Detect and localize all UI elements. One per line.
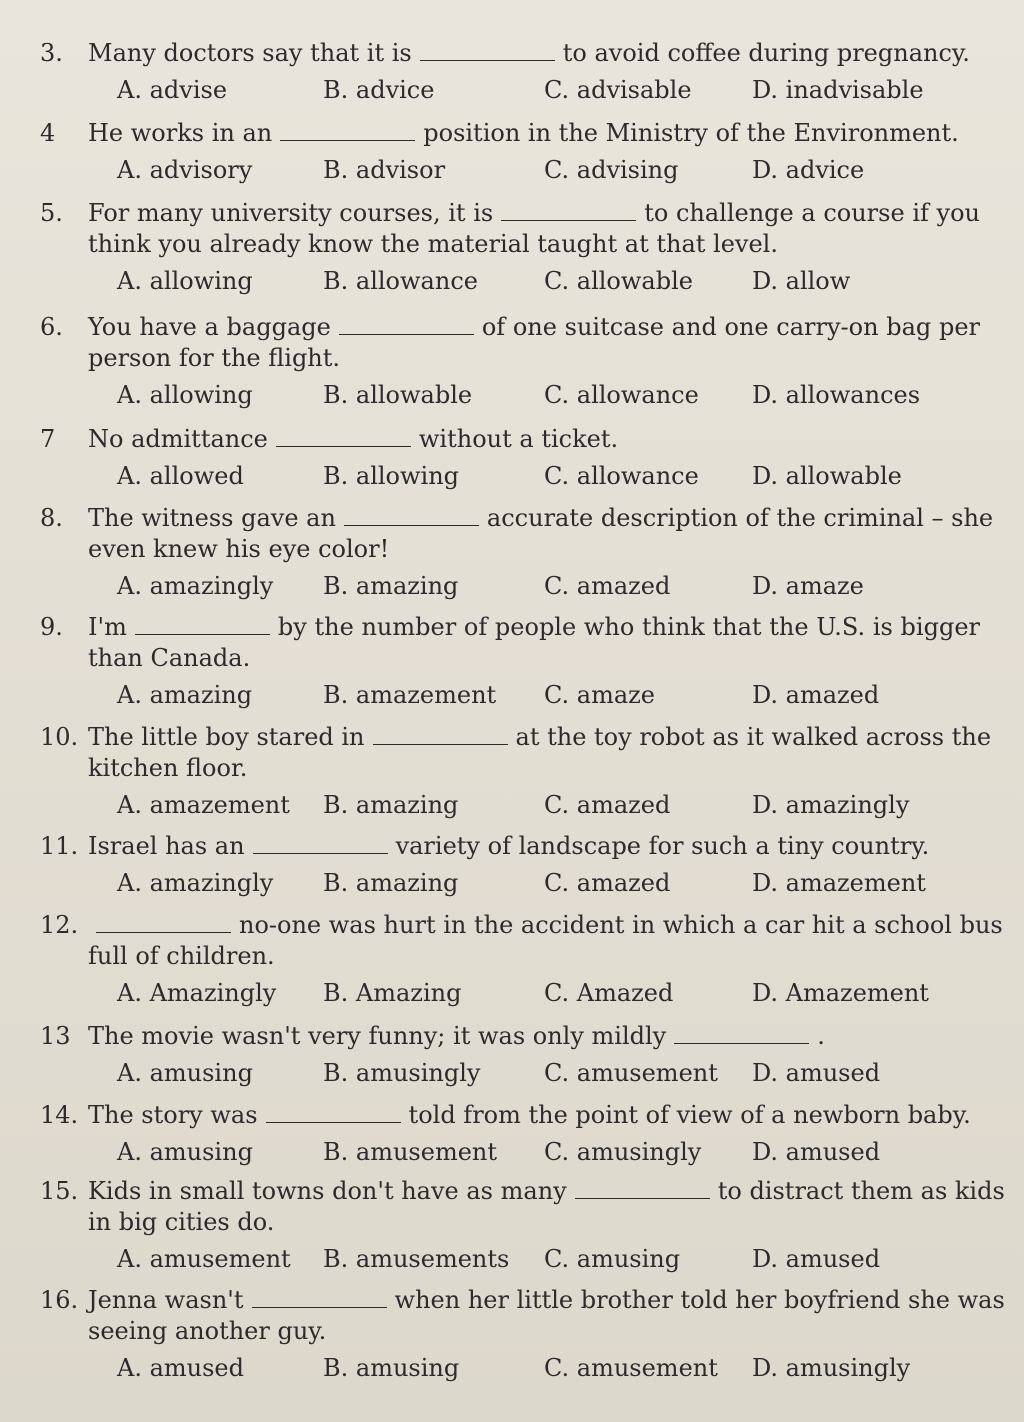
option-b[interactable]: B. advice [323,76,435,104]
question-14 [40,1100,980,1177]
option-b[interactable]: B. allowable [323,381,473,409]
stem-before-blank: He works in an [88,119,273,147]
answer-blank[interactable] [339,312,474,335]
question-number: 16. [40,1286,79,1314]
question-number: 15. [40,1177,79,1205]
option-c[interactable]: C. allowance [544,462,699,490]
option-b[interactable]: B. amazing [323,791,459,819]
option-c[interactable]: C. advisable [544,76,692,104]
answer-options [40,680,980,720]
option-b[interactable]: B. amusing [323,1354,460,1382]
option-d[interactable]: D. amaze [752,572,864,600]
stem-before-blank: I'm [88,613,127,641]
stem-continuation: kitchen floor. [88,754,248,782]
option-d[interactable]: D. amused [752,1138,881,1166]
option-d[interactable]: D. allowances [752,381,921,409]
option-a[interactable]: A. amusement [117,1245,291,1273]
question-13 [40,1021,980,1098]
question-16 [40,1285,1005,1393]
stem-after-blank: when her little brother told her boyfriend she was [394,1286,1005,1314]
option-a[interactable]: A. advise [117,76,228,104]
question-number: 5. [40,199,63,227]
question-6 [40,312,980,420]
option-b[interactable]: B. amazing [323,572,459,600]
question-number: 6. [40,313,63,341]
stem-continuation: person for the flight. [88,344,341,372]
question-3 [40,38,980,115]
option-a[interactable]: A. allowed [117,462,244,490]
stem-continuation: in big cities do. [88,1208,275,1236]
question-number: 14. [40,1101,79,1129]
answer-options [40,571,980,611]
option-a[interactable]: A. amusing [117,1138,253,1166]
option-d[interactable]: D. allowable [752,462,902,490]
answer-options [40,868,980,908]
option-a[interactable]: A. amazingly [117,869,274,897]
option-a[interactable]: A. advisory [117,156,253,184]
stem-before-blank: You have a baggage [88,313,331,341]
stem-before-blank: The story was [88,1101,258,1129]
question-stem [40,198,980,229]
question-number: 3. [40,39,63,67]
stem-continuation: think you already know the material taught at that level. [88,230,778,258]
option-b[interactable]: B. amazement [323,681,497,709]
answer-options [40,978,980,1018]
option-c[interactable]: C. allowance [544,381,699,409]
option-d[interactable]: D. amazed [752,681,880,709]
stem-before-blank: The little boy stared in [88,723,365,751]
option-b[interactable]: B. allowance [323,267,478,295]
question-number: 10. [40,723,79,751]
answer-blank[interactable] [252,1285,387,1308]
question-stem [40,424,980,455]
stem-before-blank: Kids in small towns don't have as many [88,1177,567,1205]
question-stem [40,1021,980,1052]
option-d[interactable]: D. advice [752,156,865,184]
stem-before-blank: Many doctors say that it is [88,39,412,67]
option-b[interactable]: B. allowing [323,462,460,490]
answer-blank[interactable] [266,1100,401,1123]
option-c[interactable]: C. amazed [544,791,671,819]
option-c[interactable]: C. amazed [544,869,671,897]
answer-options [40,266,980,306]
stem-before-blank: Jenna wasn't [88,1286,244,1314]
question-stem [40,612,980,643]
answer-blank[interactable] [96,910,231,933]
option-a[interactable]: A. amazingly [117,572,274,600]
question-stem [40,38,980,69]
question-15 [40,1176,1005,1284]
option-d[interactable]: D. amused [752,1059,881,1087]
answer-blank[interactable] [575,1176,710,1199]
option-c[interactable]: C. allowable [544,267,693,295]
stem-after-blank: to avoid coffee during pregnancy. [562,39,970,67]
question-number: 9. [40,613,63,641]
stem-before-blank: No admittance [88,425,268,453]
option-b[interactable]: B. amusements [323,1245,510,1273]
option-a[interactable]: A. amazement [117,791,290,819]
question-8 [40,503,994,611]
stem-after-blank: without a ticket. [418,425,619,453]
stem-before-blank: The movie wasn't very funny; it was only mildly [88,1022,667,1050]
option-d[interactable]: D. amusingly [752,1354,911,1382]
option-a[interactable]: A. amazing [117,681,253,709]
answer-options [40,155,980,195]
stem-after-blank: no-one was hurt in the accident in which a car hit a school bus [239,911,1003,939]
stem-after-blank: position in the Ministry of the Environment. [423,119,959,147]
question-stem [40,910,1003,941]
question-number: 4 [40,119,56,147]
stem-after-blank: told from the point of view of a newborn baby. [408,1101,971,1129]
question-10 [40,722,992,830]
option-c[interactable]: C. amaze [544,681,655,709]
question-12 [40,910,1003,1018]
option-b[interactable]: B. amazing [323,869,459,897]
stem-after-blank: to challenge a course if you [644,199,980,227]
question-number: 13 [40,1022,71,1050]
stem-continuation: seeing another guy. [88,1317,327,1345]
answer-blank[interactable] [135,612,270,635]
question-number: 12. [40,911,79,939]
answer-blank[interactable] [280,118,415,141]
option-d[interactable]: D. amazement [752,869,926,897]
stem-continuation: full of children. [88,942,275,970]
question-7 [40,424,980,501]
question-stem [40,312,980,343]
answer-options [40,1353,980,1393]
answer-options [40,461,980,501]
option-d[interactable]: D. amused [752,1245,881,1273]
option-a[interactable]: A. Amazingly [117,979,277,1007]
stem-before-blank: For many university courses, it is [88,199,494,227]
stem-continuation: even knew his eye color! [88,535,390,563]
option-b[interactable]: B. amusement [323,1138,497,1166]
question-stem [40,1100,980,1131]
option-c[interactable]: C. amusement [544,1354,718,1382]
answer-blank[interactable] [501,198,636,221]
option-a[interactable]: A. amused [117,1354,244,1382]
question-stem [40,503,994,534]
question-stem [40,1176,1005,1207]
option-c[interactable]: C. Amazed [544,979,674,1007]
question-4 [40,118,980,195]
answer-blank[interactable] [373,722,508,745]
option-c[interactable]: C. advising [544,156,679,184]
stem-before-blank: The witness gave an [88,504,336,532]
question-stem [40,1285,1005,1316]
stem-after-blank: . [817,1022,825,1050]
option-a[interactable]: A. allowing [117,267,253,295]
stem-after-blank: accurate description of the criminal – she [486,504,994,532]
option-d[interactable]: D. amazingly [752,791,910,819]
option-b[interactable]: B. advisor [323,156,446,184]
option-c[interactable]: C. amusingly [544,1138,702,1166]
answer-options [40,380,980,420]
question-5 [40,198,980,306]
stem-after-blank: of one suitcase and one carry-on bag per [481,313,980,341]
option-b[interactable]: B. Amazing [323,979,462,1007]
answer-blank[interactable] [253,831,388,854]
answer-options [40,1058,980,1098]
question-stem [40,831,980,862]
question-number: 7 [40,425,56,453]
stem-continuation: than Canada. [88,644,251,672]
question-9 [40,612,980,720]
answer-blank[interactable] [674,1021,809,1044]
option-d[interactable]: D. allow [752,267,851,295]
question-number: 11. [40,832,79,860]
option-c[interactable]: C. amazed [544,572,671,600]
answer-options [40,1137,980,1177]
answer-blank[interactable] [420,38,555,61]
stem-after-blank: at the toy robot as it walked across the [515,723,992,751]
answer-options [40,1244,980,1284]
option-c[interactable]: C. amusement [544,1059,718,1087]
answer-blank[interactable] [276,424,411,447]
stem-before-blank: Israel has an [88,832,245,860]
question-stem [40,722,992,753]
option-d[interactable]: D. inadvisable [752,76,924,104]
option-b[interactable]: B. amusingly [323,1059,481,1087]
answer-options [40,790,980,830]
stem-after-blank: variety of landscape for such a tiny country. [395,832,930,860]
question-11 [40,831,980,908]
option-d[interactable]: D. Amazement [752,979,929,1007]
option-a[interactable]: A. amusing [117,1059,253,1087]
option-c[interactable]: C. amusing [544,1245,681,1273]
answer-blank[interactable] [344,503,479,526]
question-stem [40,118,980,149]
answer-options [40,75,980,115]
question-number: 8. [40,504,63,532]
option-a[interactable]: A. allowing [117,381,253,409]
stem-after-blank: to distract them as kids [717,1177,1005,1205]
stem-after-blank: by the number of people who think that the U.S. is bigger [277,613,980,641]
